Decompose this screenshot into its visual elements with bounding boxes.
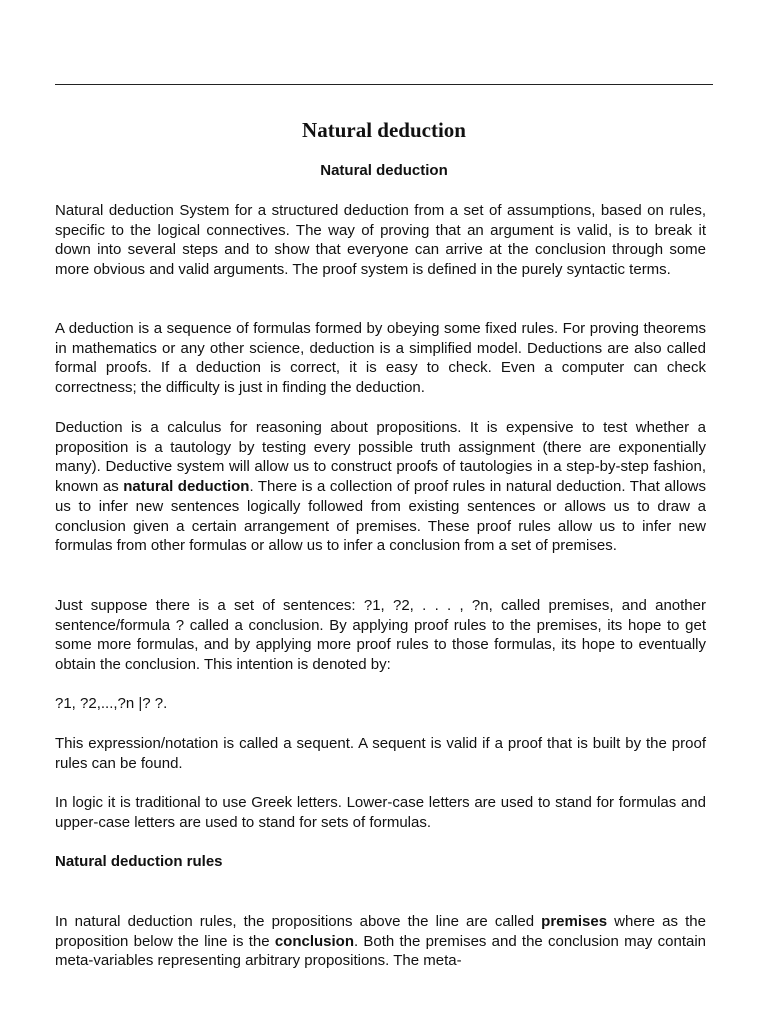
paragraph-greek-letters: In logic it is traditional to use Greek letters. Lower-case letters are used to stand for formulas and upper-case letters are used to stand for sets of formulas.: [55, 794, 706, 831]
paragraph-rules-part2: where as the proposition below the line is the: [55, 913, 706, 950]
paragraph-sentences: Just suppose there is a set of sentences: ?1, ?2, . . . , ?n, called premises, and another sentence/formula ? called a conclusion. By applying proof rules to the premises, its hope to get some more formulas, and by applying more proof rules to those formulas, its hope to eventually obtain the conclusion. This intention is denoted by:: [55, 597, 706, 674]
top-divider: [55, 84, 713, 85]
conclusion-term: conclusion: [274, 932, 355, 950]
natural-deduction-term: natural deduction: [123, 478, 250, 496]
section-heading-rules: Natural deduction rules: [55, 853, 223, 870]
sequent-notation: ?1, ?2,...,?n |? ?.: [55, 695, 168, 712]
paragraph-rules-part1: In natural deduction rules, the propositions above the line are called: [55, 913, 542, 930]
paragraph-rules: [55, 912, 706, 971]
page-title: Natural deduction: [302, 118, 466, 142]
page-subtitle: Natural deduction: [320, 162, 448, 179]
paragraph-intro: Natural deduction System for a structured deduction from a set of assumptions, based on rules, specific to the logical connectives. The way of proving that an argument is valid, is to break it down into several steps and to show that everyone can arrive at the conclusion through some more obvious and valid arguments. The proof system is defined in the purely syntactic terms.: [55, 202, 706, 279]
paragraph-calculus: [55, 418, 706, 556]
paragraph-calculus-part1: Deduction is a calculus for reasoning about propositions. It is expensive to test whether a proposition is a tautology by testing every possible truth assignment (there are exponentially many). Deductive system will allow us to construct proofs of tautologies in a step-by-step fashion, known as: [55, 419, 706, 496]
paragraph-deduction-definition: A deduction is a sequence of formulas formed by obeying some fixed rules. For proving theorems in mathematics or any other science, deduction is a simplified model. Deductions are also called formal proofs. If a deduction is correct, it is easy to check. Even a computer can check correctness; the difficulty is just in finding the deduction.: [55, 320, 706, 397]
paragraph-sequent: This expression/notation is called a sequent. A sequent is valid if a proof that is built by the proof rules can be found.: [55, 735, 706, 772]
premises-term: premises: [541, 913, 608, 930]
paragraph-rules-part3: . Both the premises and the conclusion may contain meta-variables representing arbitrary propositions. The meta-: [55, 932, 707, 970]
paragraph-calculus-part2: . There is a collection of proof rules in natural deduction. That allows us to infer new sentences logically followed from existing sentences or allows us to draw a conclusion given a certain arrangement of premises. These proof rules allow us to infer new formulas from other formulas or allow us to infer a conclusion from a set of premises.: [55, 478, 706, 555]
